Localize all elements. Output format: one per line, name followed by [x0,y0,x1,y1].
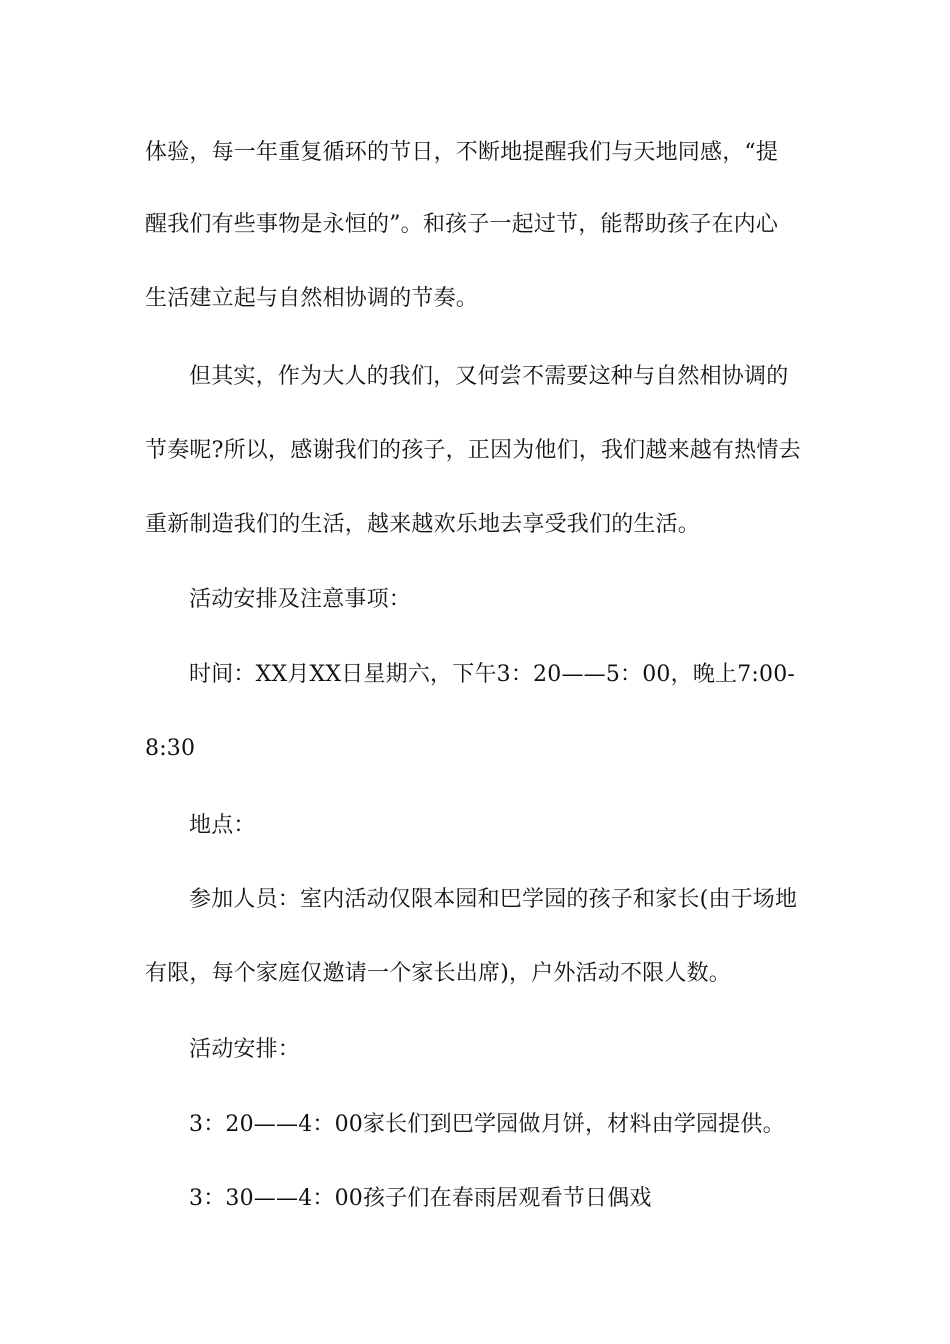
participants-line-continued: 有限，每个家庭仅邀请一个家长出席)，户外活动不限人数。 [145,961,731,986]
paragraph-line: 醒我们有些事物是永恒的”。和孩子一起过节，能帮助孩子在内心 [145,212,779,237]
section-heading: 活动安排及注意事项： [189,587,412,612]
location-line: 地点： [189,813,256,838]
paragraph-line: 体验，每一年重复循环的节日，不断地提醒我们与天地同感，“提 [145,140,779,165]
participants-line: 参加人员：室内活动仅限本园和巴学园的孩子和家长(由于场地 [189,887,798,912]
paragraph-line: 重新制造我们的生活，越来越欢乐地去享受我们的生活。 [145,512,701,537]
schedule-item: 3：20——4：00家长们到巴学园做月饼，材料由学园提供。 [189,1112,785,1137]
time-line: 时间：XX月XX日星期六，下午3：20——5：00，晚上7:00- [189,662,796,687]
paragraph-line: 生活建立起与自然相协调的节奏。 [145,286,479,311]
time-line-continued: 8:30 [145,736,196,761]
schedule-heading: 活动安排： [189,1037,301,1062]
schedule-item: 3：30——4：00孩子们在春雨居观看节日偶戏 [189,1186,652,1211]
paragraph-line: 节奏呢?所以，感谢我们的孩子，正因为他们，我们越来越有热情去 [145,438,801,463]
paragraph-line: 但其实，作为大人的我们，又何尝不需要这种与自然相协调的 [189,364,789,389]
